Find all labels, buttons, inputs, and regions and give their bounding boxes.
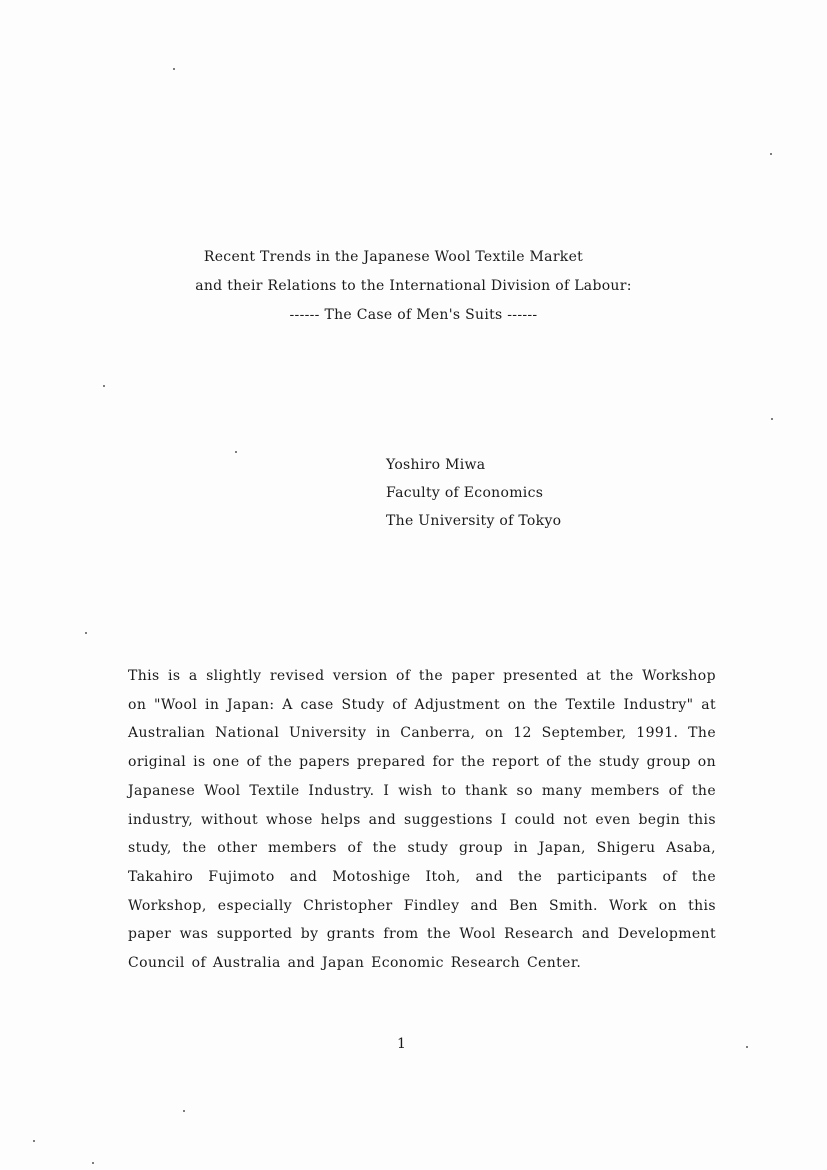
author-department: Faculty of Economics [386,485,544,501]
scan-speck [103,385,105,387]
scan-speck [173,68,175,70]
title-line-3: ------ The Case of Men's Suits ------ [289,307,538,323]
title-line-1: Recent Trends in the Japanese Wool Textile Market [203,249,584,265]
scan-speck [770,153,772,155]
scan-speck [746,1046,748,1048]
acknowledgement-note: This is a slightly revised version of the paper presented at the Workshop on "Wool in Japan: A case Study of Adjustment on the Textile Industry" at Australian National University in Canberra, on 12 September, 1991. The original is one of the papers prepared for the report of the study group on Japanese Wool Textile Industry. I wish to thank so many members of the industry, without whose helps and suggestions I could not even begin this study, the other members of the study group in Japan, Shigeru Asaba, Takahiro Fujimoto and Motoshige Itoh, and the participants of the Workshop, especially Christopher Findley and Ben Smith. Work on this paper was supported by grants from the Wool Research and Development Council of Australia and Japan Economic Research Center. [128,668,716,972]
scan-speck [33,1140,35,1142]
author-name: Yoshiro Miwa [386,457,486,473]
author-institution: The University of Tokyo [386,513,562,529]
author-block [386,451,561,535]
scan-speck [771,418,773,420]
scan-speck [85,632,87,634]
scan-speck [92,1162,94,1164]
page-number: 1 [397,1036,406,1052]
scan-speck [183,1110,185,1112]
paper-title [0,243,827,330]
title-line-2: and their Relations to the International Division of Labour: [195,278,632,294]
scan-speck [235,451,237,453]
